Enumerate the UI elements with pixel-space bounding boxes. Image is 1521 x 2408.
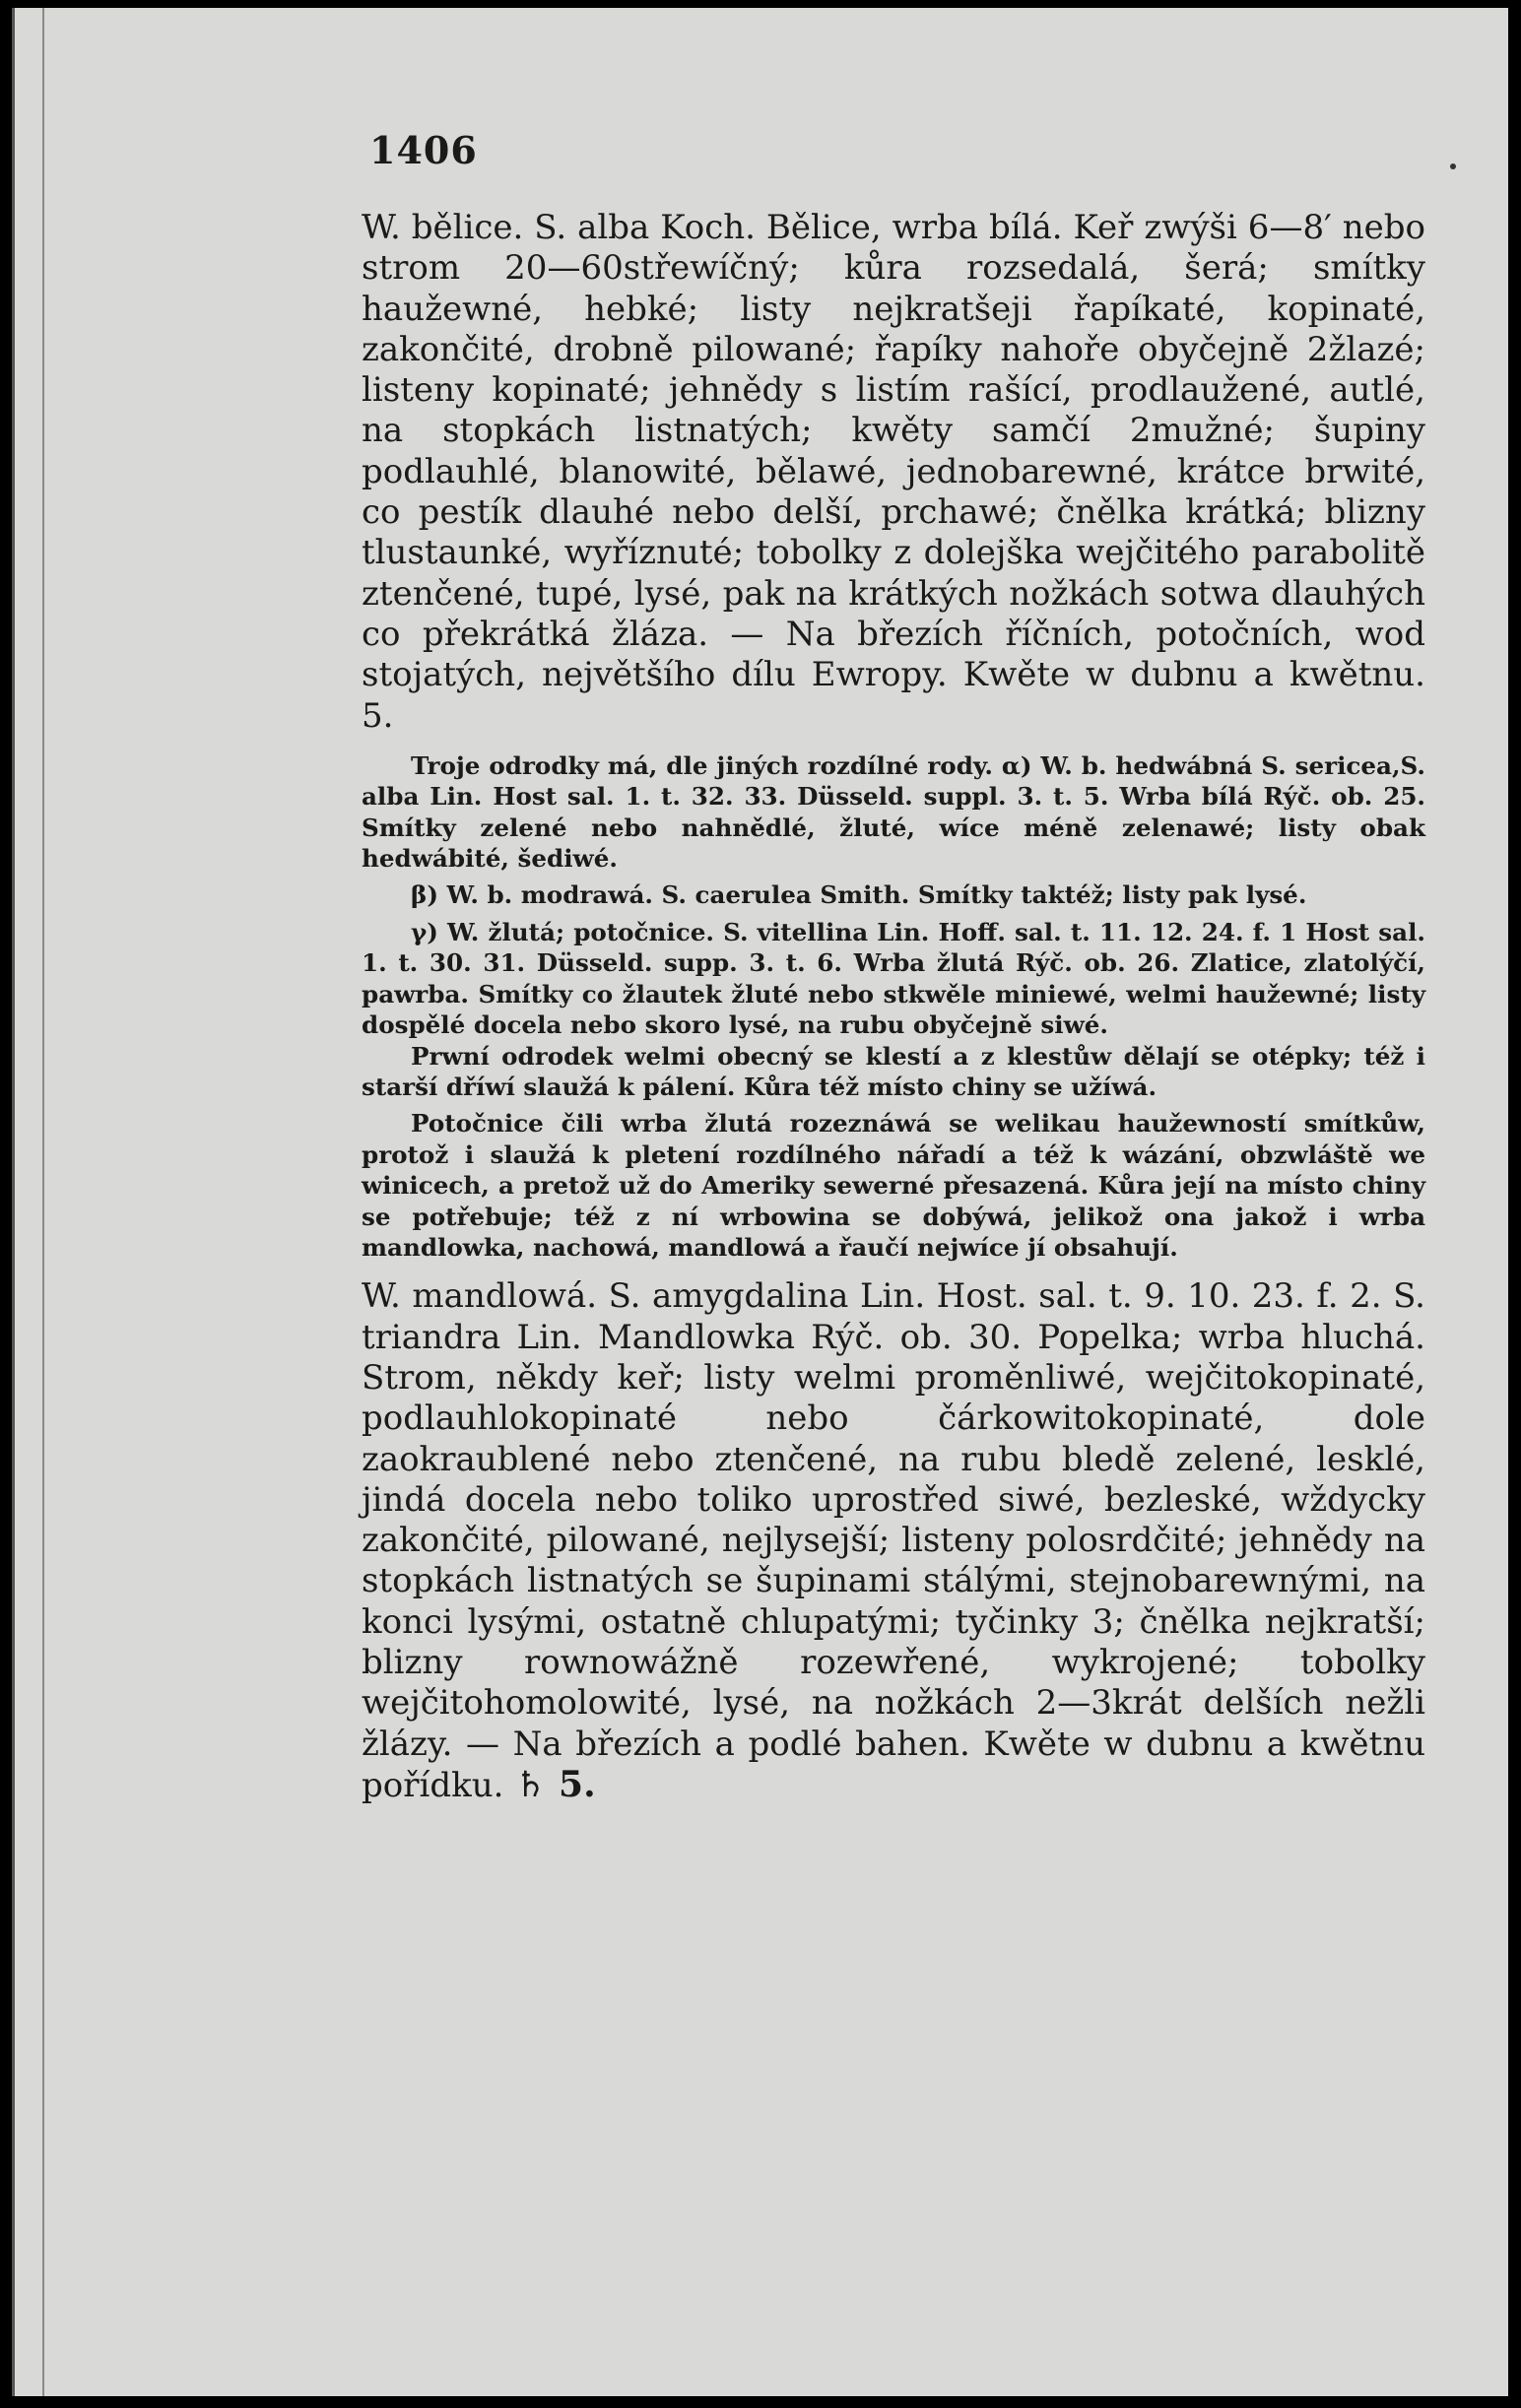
paragraph-mandlowa xyxy=(362,1276,1425,1806)
book-page xyxy=(12,8,1508,2396)
paragraph-mandlowa-text: W. mandlowá. S. amygdalina Lin. Host. sal. t. 9. 10. 23. f. 2. S. triandra Lin. Mandlowka Rýč. ob. 30. Popelka; wrba hluchá. Strom, někdy keř; listy welmi proměnliwé, wejčitokopinaté, podlauhlokopinaté nebo čárkowitokopinaté, dole zaokraublené nebo ztenčené, na rubu bledě zelené, lesklé, jindá docela nebo toliko uprostřed siwé, bezleské, wždycky zakončité, pilowané, nejlysejší; listeny polosrdčité; jehnědy na stopkách listnatých se šupinami stálými, stejnobarewnými, na konci lysými, ostatně chlupatými; tyčinky 3; čnělka nejkratší; blizny rownowážně rozewřené, wykrojené; tobolky wejčitohomolowité, lysé, na nožkách 2—3krát delších nežli žlázy. — Na březích a podlé bahen. Kwěte w dubnu a kwětnu pořídku. xyxy=(362,1276,1425,1805)
paragraph-variety-beta: β) W. b. modrawá. S. caerulea Smith. Smítky taktéž; listy pak lysé. xyxy=(411,880,1307,910)
paragraph-bilice: W. bělice. S. alba Koch. Bělice, wrba bílá. Keř zwýši 6—8′ nebo strom 20—60střewíčný; kůra rozsedalá, šerá; smítky haužewné, hebké; listy nejkratšeji řapíkaté, kopinaté, zakončité, drobně pilowané; řapíky nahoře obyčejně 2žlazé; listeny kopinaté; jehnědy s listím rašící, prodlaužené, autlé, na stopkách listnatých; kwěty samčí 2mužné; šupiny podlauhlé, blanowité, bělawé, jednobarewné, krátce brwité, co pestík dlauhé nebo delší, prchawé; čnělka krátká; blizny tlustaunké, wyříznuté; tobolky z dolejška wejčitého parabolitě ztenčené, tupé, lysé, pak na krátkých nožkách sotwa dlauhých co překrátká žláza. — Na březích říčních, potočních, wod stojatých, největšího dílu Ewropy. Kwěte w dubnu a kwětnu. 5. xyxy=(362,208,1425,736)
paragraph-usage-first: Prwní odrodek welmi obecný se klestí a z klestůw dělají se otépky; též i starší dříwí slaužá k pálení. Kůra též místo chiny se užíwá. xyxy=(362,1041,1425,1101)
page-number: 1406 xyxy=(369,128,478,172)
shrub-symbol: ♄ 5. xyxy=(514,1763,596,1805)
ink-speck xyxy=(1450,163,1456,169)
page-content xyxy=(362,128,1425,1806)
paragraph-varieties: Troje odrodky má, dle jiných rozdílné rody. α) W. b. hedwábná S. sericea,S. alba Lin. Host sal. 1. t. 32. 33. Düsseld. suppl. 3. t. 5. Wrba bílá Rýč. ob. 25. Smítky zelené nebo nahnědlé, žluté, wíce méně zelenawé; listy obak hedwábité, šediwé. xyxy=(362,750,1425,874)
paragraph-variety-gamma: γ) W. žlutá; potočnice. S. vitellina Lin. Hoff. sal. t. 11. 12. 24. f. 1 Host sal. 1. t. 30. 31. Düsseld. supp. 3. t. 6. Wrba žlutá Rýč. ob. 26. Zlatice, zlatolýčí, pawrba. Smítky co žlautek žluté nebo stkwěle miniewé, welmi haužewné; listy dospělé docela nebo skoro lysé, na rubu obyčejně siwé. xyxy=(362,917,1425,1040)
scan-edge xyxy=(42,8,44,2396)
paragraph-usage-potocnice: Potočnice čili wrba žlutá rozeznáwá se welikau haužewností smítkůw, protož i slaužá k pletení rozdílného nářadí a též k wázání, obzwláště we winicech, a pretož už do Ameriky sewerné přesazená. Kůra její na místo chiny se potřebuje; též z ní wrbowina se dobýwá, jelikož ona jakož i wrba mandlowka, nachowá, mandlowá a řaučí nejwíce jí obsahují. xyxy=(362,1109,1425,1262)
